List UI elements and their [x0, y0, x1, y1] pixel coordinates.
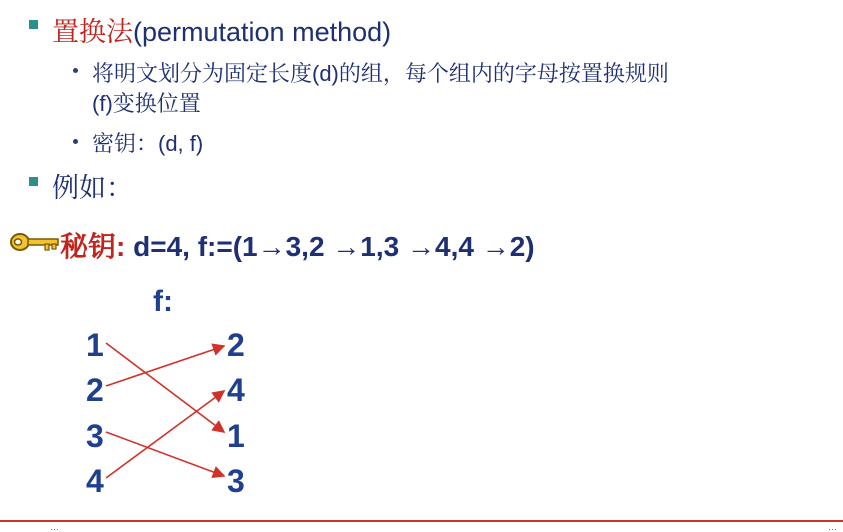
- footer-right-text: …: [828, 522, 837, 532]
- bullet1-title-en: (permutation method): [133, 17, 392, 47]
- arrow-4-to-2: [106, 391, 224, 478]
- f-label: f:: [153, 285, 173, 318]
- right-number-3: 3: [227, 463, 245, 499]
- right-number-2: 2: [227, 327, 245, 363]
- bullet-square-1: [29, 20, 38, 29]
- left-number-4: 4: [86, 463, 104, 499]
- right-number-1: 1: [227, 418, 245, 454]
- key-value: d=4, f:=(1→3,2 →1,3 →4,4 →2): [133, 231, 535, 262]
- right-number-4: 4: [227, 372, 245, 408]
- sub2-key-def: 密钥：(d, f): [92, 131, 204, 156]
- footer-left-text: …: [50, 522, 59, 532]
- bullet-square-2: [29, 177, 38, 186]
- sub1-line2: (f)变换位置: [92, 91, 201, 116]
- sub-bullet-dot-1: [73, 68, 78, 73]
- footer-divider: [0, 520, 843, 522]
- left-number-3: 3: [86, 418, 104, 454]
- key-line: [60, 225, 535, 265]
- arrow-3-to-4: [106, 432, 224, 476]
- arrow-2-to-1: [106, 346, 224, 386]
- bullet2-example: 例如：: [52, 173, 133, 203]
- key-label: 秘钥:: [60, 231, 126, 262]
- arrow-1-to-3: [106, 343, 224, 432]
- bullet1-title: [52, 10, 391, 49]
- sub1-line1: 将明文划分为固定长度(d)的组，每个组内的字母按置换规则: [92, 61, 669, 86]
- sub-bullet-dot-2: [73, 139, 78, 144]
- left-number-1: 1: [86, 327, 104, 363]
- bullet1-title-cn: 置换法: [52, 17, 133, 47]
- key-icon: [9, 229, 61, 255]
- left-number-2: 2: [86, 372, 104, 408]
